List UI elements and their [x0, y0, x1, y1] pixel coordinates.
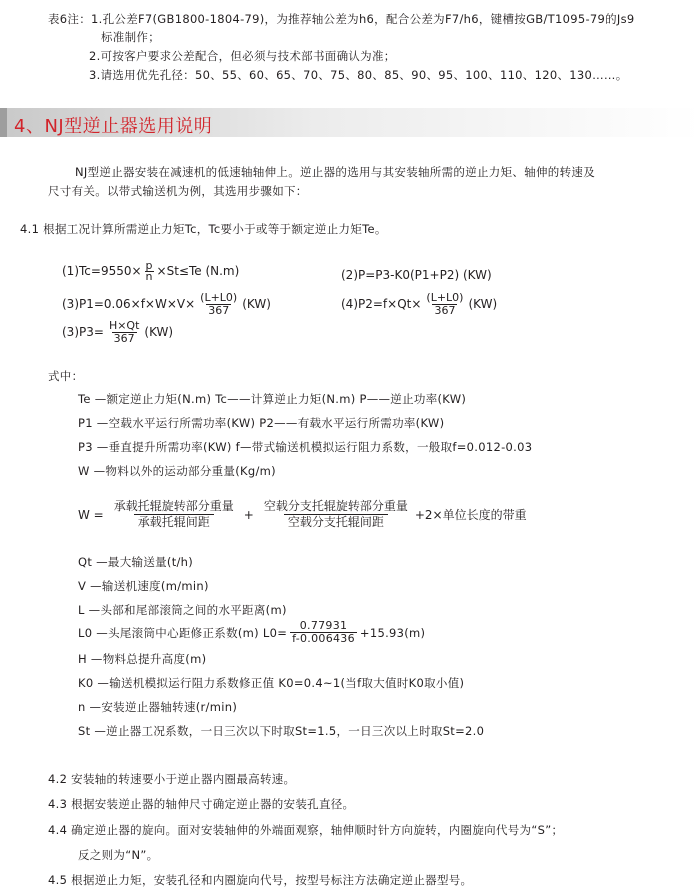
def-te: Te —额定逆止力矩(N.m) Tc——计算逆止力矩(N.m) P——逆止功率(KW) — [78, 392, 467, 406]
def-qt: Qt —最大输送量(t/h) — [78, 555, 194, 569]
def-st: St —逆止器工况系数，一日三次以下时取St=1.5，一日三次以上时取St=2.0 — [78, 724, 485, 738]
w-fraction-1-den: 承载托辊间距 — [134, 514, 214, 530]
formula-1-pre: (1)Tc=9550× — [62, 264, 142, 278]
formula-5-post: (KW) — [144, 325, 174, 339]
def-v: V —输送机速度(m/min) — [78, 579, 209, 593]
def-l0 — [78, 620, 425, 645]
formula-5-num: H×Qt — [108, 319, 140, 332]
formula-1-fraction — [145, 261, 154, 282]
formula-4-den: 367 — [434, 304, 456, 317]
banner-accent — [0, 108, 7, 137]
note-line-3: 3.请选用优先孔径：50、55、60、65、70、75、80、85、90、95、100、110、120、130……。 — [89, 68, 628, 82]
formula-2: (2)P=P3-K0(P1+P2) (KW) — [341, 268, 492, 282]
step-4-1: 4.1 根据工况计算所需逆止力矩Tc，Tc要小于或等于额定逆止力矩Te。 — [20, 222, 387, 236]
w-formula — [78, 499, 527, 530]
step-4-2: 4.2 安装轴的转速要小于逆止器内圈最高转速。 — [48, 772, 296, 786]
def-h: H —物料总提升高度(m) — [78, 652, 207, 666]
w-fraction-2-den: 空载分支托辊间距 — [284, 514, 388, 530]
note-line-2: 2.可按客户要求公差配合，但必须与技术部书面确认为准； — [89, 49, 396, 63]
def-p1: P1 —空载水平运行所需功率(KW) P2——有载水平运行所需功率(KW) — [78, 416, 445, 430]
l0-fraction — [290, 620, 357, 645]
w-fraction-2-num: 空载分支托辊旋转部分重量 — [263, 499, 408, 513]
formula-5-den: 367 — [113, 332, 135, 345]
formula-1 — [62, 261, 239, 282]
def-w: W —物料以外的运动部分重量(Kg/m) — [78, 464, 276, 478]
section-banner — [0, 108, 700, 137]
formula-5-pre: (3)P3= — [62, 325, 104, 339]
formula-5 — [62, 320, 173, 345]
w-fraction-2 — [260, 499, 412, 530]
step-4-3: 4.3 根据安装逆止器的轴伸尺寸确定逆止器的安装孔直径。 — [48, 797, 355, 811]
formula-1-post: ×St≤Te (N.m) — [156, 264, 240, 278]
step-4-4-cont: 反之则为“N”。 — [78, 848, 159, 862]
def-k0: K0 —输送机模拟运行阻力系数修正值 K0=0.4~1(当f取大值时K0取小值) — [78, 676, 465, 690]
note-line-1-cont: 标准制作； — [101, 30, 160, 44]
l0-fraction-num: 0.77931 — [299, 619, 348, 632]
w-formula-pre: W = — [78, 507, 104, 522]
step-4-5: 4.5 根据逆止力矩，安装孔径和内圈旋向代号，按型号标注方法确定逆止器型号。 — [48, 873, 473, 887]
formula-4-num: (L+L0) — [426, 291, 464, 304]
formula-3-fraction — [198, 292, 239, 317]
formula-4-post: (KW) — [468, 297, 498, 311]
formula-3-pre: (3)P1=0.06×f×W×V× — [62, 297, 196, 311]
w-fraction-1 — [110, 499, 238, 530]
w-formula-plus: + — [243, 507, 254, 522]
formula-4-pre: (4)P2=f×Qt× — [341, 297, 422, 311]
note-line-1: 表6注：1.孔公差F7(GB1800-1804-79)，为推荐轴公差为h6，配合公差为F7/h6，键槽按GB/T1095-79的Js9 — [48, 12, 635, 26]
def-p3: P3 —垂直提升所需功率(KW) f—带式输送机模拟运行阻力系数，一般取f=0.012-0.03 — [78, 440, 533, 454]
intro-line-2: 尺寸有关。以带式输送机为例，其选用步骤如下： — [48, 184, 308, 198]
formula-4 — [341, 292, 497, 317]
def-l: L —头部和尾部滚筒之间的水平距离(m) — [78, 603, 287, 617]
formula-3-post: (KW) — [242, 297, 271, 311]
w-fraction-1-num: 承载托辊旋转部分重量 — [113, 499, 234, 513]
section-title: 4、NJ型逆止器选用说明 — [14, 116, 213, 137]
legend-title: 式中： — [48, 369, 84, 383]
w-formula-post: +2×单位长度的带重 — [414, 508, 527, 522]
formula-1-den: n — [145, 270, 153, 283]
l0-fraction-den: f-0.006436 — [292, 632, 355, 645]
formula-4-fraction — [424, 292, 465, 317]
def-n: n —安装逆止器轴转速(r/min) — [78, 700, 238, 714]
formula-3 — [62, 292, 271, 317]
formula-3-den: 367 — [208, 304, 230, 317]
step-4-4: 4.4 确定逆止器的旋向。面对安装轴伸的外端面观察，轴伸顺时针方向旋转，内圈旋向代号为“S”； — [48, 823, 564, 837]
formula-5-fraction — [107, 320, 141, 345]
def-l0-post: +15.93(m) — [359, 625, 426, 640]
intro-line-1: NJ型逆止器安装在减速机的低速轴轴伸上。逆止器的选用与其安装轴所需的逆止力矩、轴伸的转速及 — [75, 165, 595, 179]
formula-3-num: (L+L0) — [200, 291, 238, 304]
def-l0-pre: L0 —头尾滚筒中心距修正系数(m) L0= — [78, 625, 288, 640]
formula-1-num: p — [145, 259, 153, 272]
